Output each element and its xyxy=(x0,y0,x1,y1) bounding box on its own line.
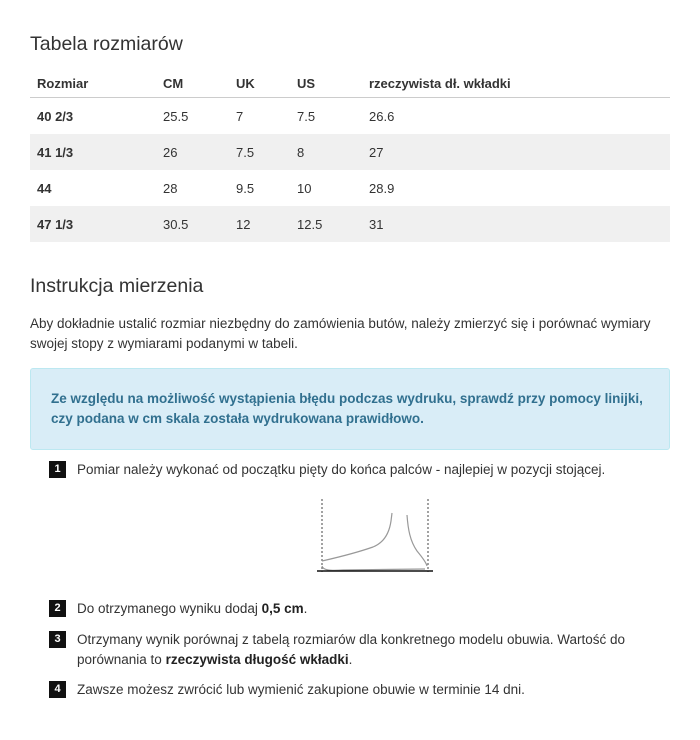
cell-cm: 30.5 xyxy=(156,206,229,242)
size-table-title: Tabela rozmiarów xyxy=(30,33,183,55)
step-text xyxy=(77,599,677,619)
step-text-start: Otrzymany wynik porównaj z tabelą rozmiarów dla konkretnego modelu obuwia. Wartość do porównania to xyxy=(77,632,625,667)
cell-uk: 12 xyxy=(229,206,290,242)
table-row xyxy=(30,206,670,242)
step-text-end: . xyxy=(348,652,353,667)
cell-uk: 7 xyxy=(229,98,290,135)
header-us: US xyxy=(290,69,362,98)
cell-cm: 28 xyxy=(156,170,229,206)
step-text-bold: 0,5 cm xyxy=(261,601,304,616)
cell-size: 47 1/3 xyxy=(30,206,156,242)
step-number: 1 xyxy=(49,461,66,478)
step-text xyxy=(77,630,677,670)
cell-us: 7.5 xyxy=(290,98,362,135)
table-row xyxy=(30,98,670,135)
cell-cm: 26 xyxy=(156,134,229,170)
cell-us: 8 xyxy=(290,134,362,170)
step-number: 4 xyxy=(49,681,66,698)
table-row xyxy=(30,134,670,170)
cell-uk: 7.5 xyxy=(229,134,290,170)
cell-insole: 31 xyxy=(362,206,670,242)
step-number: 2 xyxy=(49,600,66,617)
cell-size: 40 2/3 xyxy=(30,98,156,135)
header-insole-length: rzeczywista dł. wkładki xyxy=(362,69,670,98)
cell-size: 44 xyxy=(30,170,156,206)
step-number: 3 xyxy=(49,631,66,648)
step-text-bold: rzeczywista długość wkładki xyxy=(165,652,349,667)
cell-insole: 27 xyxy=(362,134,670,170)
cell-uk: 9.5 xyxy=(229,170,290,206)
cell-insole: 26.6 xyxy=(362,98,670,135)
header-uk: UK xyxy=(229,69,290,98)
instructions-title: Instrukcja mierzenia xyxy=(30,275,204,297)
cell-us: 10 xyxy=(290,170,362,206)
step-text-start: Do otrzymanego wyniku dodaj xyxy=(77,601,262,616)
step-text: Zawsze możesz zwrócić lub wymienić zakupione obuwie w terminie 14 dni. xyxy=(77,682,525,697)
header-cm: CM xyxy=(156,69,229,98)
cell-us: 12.5 xyxy=(290,206,362,242)
header-rozmiar: Rozmiar xyxy=(30,69,156,98)
size-table-header-row xyxy=(30,69,670,98)
table-row xyxy=(30,170,670,206)
size-table xyxy=(30,69,670,242)
step-text-end: . xyxy=(303,601,308,616)
print-scale-alert: Ze względu na możliwość wystąpienia błędu podczas wydruku, sprawdź przy pomocy linijki, czy podana w cm skala została wydrukowana prawidłowo. xyxy=(30,368,670,450)
foot-measure-icon xyxy=(313,497,439,577)
cell-insole: 28.9 xyxy=(362,170,670,206)
cell-size: 41 1/3 xyxy=(30,134,156,170)
instructions-intro: Aby dokładnie ustalić rozmiar niezbędny do zamówienia butów, należy zmierzyć się i porównać wymiary swojej stopy z wymiarami podanymi w tabeli. xyxy=(30,316,651,351)
cell-cm: 25.5 xyxy=(156,98,229,135)
step-text: Pomiar należy wykonać od początku pięty do końca palców - najlepiej w pozycji stojącej. xyxy=(77,462,606,477)
